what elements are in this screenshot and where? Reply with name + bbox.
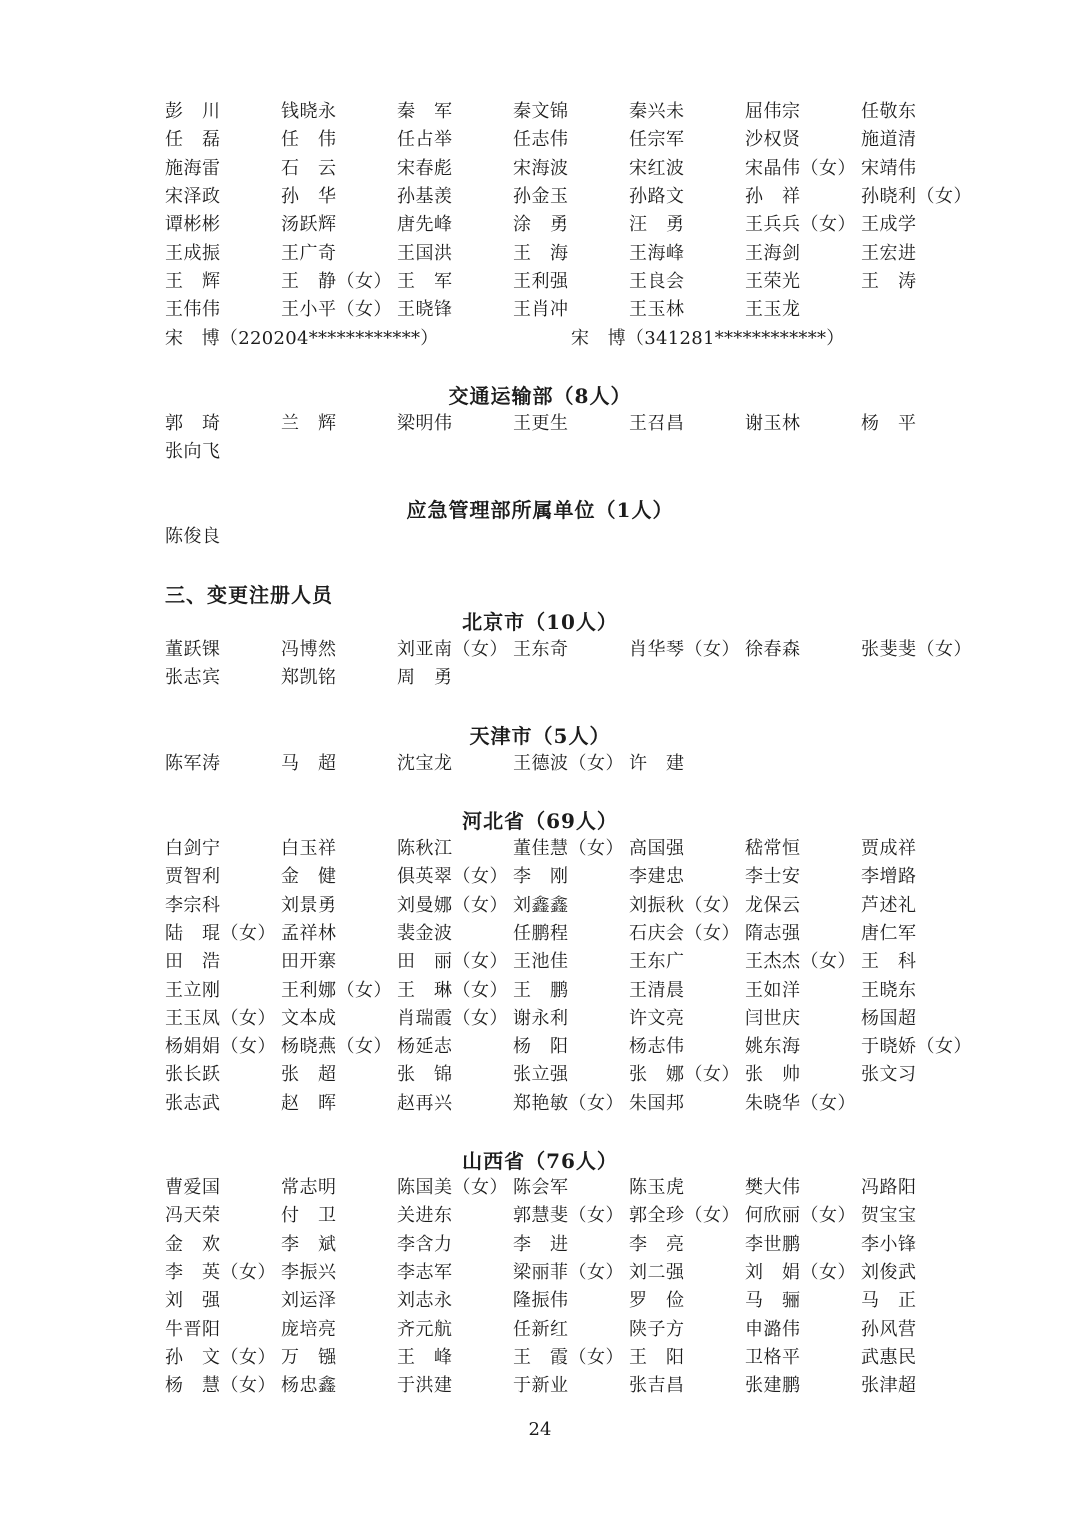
person-name: 张 娜（女） xyxy=(629,1064,740,1086)
person-name: 李振兴 xyxy=(281,1261,337,1283)
person-name: 王肖冲 xyxy=(513,299,569,321)
name-row xyxy=(165,1372,985,1400)
person-name: 齐元航 xyxy=(397,1318,453,1340)
person-name: 郭慧斐（女） xyxy=(513,1205,624,1227)
person-name: 陈军涛 xyxy=(165,753,221,774)
person-name: 梁丽菲（女） xyxy=(513,1261,624,1283)
name-row xyxy=(165,126,985,154)
person-name: 孙晓利（女） xyxy=(861,185,972,207)
name-row xyxy=(165,1287,985,1315)
person-name: 王 科 xyxy=(861,951,917,973)
person-name: 王玉凤（女） xyxy=(165,1007,276,1029)
person-name: 马 超 xyxy=(281,753,337,774)
person-name: 张志武 xyxy=(165,1092,221,1114)
person-name: 郭全珍（女） xyxy=(629,1205,740,1227)
person-name: 田 丽（女） xyxy=(397,951,508,973)
section-title-transport: 交通运输部（8人） xyxy=(448,384,632,408)
person-name: 陈俊良 xyxy=(165,526,221,547)
name-row xyxy=(165,920,985,948)
person-name: 王玉龙 xyxy=(745,299,801,321)
person-name: 刘 强 xyxy=(165,1290,221,1312)
person-name: 杨忠鑫 xyxy=(281,1375,337,1397)
person-name: 陆 琨（女） xyxy=(165,922,276,944)
name-row xyxy=(165,892,985,920)
person-name: 关进东 xyxy=(397,1205,453,1227)
name-row xyxy=(165,211,985,239)
person-name: 孙 文（女） xyxy=(165,1346,276,1368)
person-name: 王荣光 xyxy=(745,270,801,292)
person-name: 刘运泽 xyxy=(281,1290,337,1312)
person-name: 王清晨 xyxy=(629,979,685,1001)
person-name: 郑凯铭 xyxy=(281,667,337,689)
person-name: 李 英（女） xyxy=(165,1261,276,1283)
person-name: 王国洪 xyxy=(397,242,453,264)
person-name: 唐仁军 xyxy=(861,922,917,944)
duplicate-name-id-row xyxy=(165,325,985,353)
person-name: 董跃锞 xyxy=(165,639,221,660)
person-name: 王杰杰（女） xyxy=(745,951,856,973)
person-name: 张吉昌 xyxy=(629,1375,685,1397)
person-name: 王兵兵（女） xyxy=(745,214,856,236)
person-name: 闫世庆 xyxy=(745,1007,801,1029)
person-name: 宋海波 xyxy=(513,157,569,179)
person-name: 卫格平 xyxy=(745,1346,801,1368)
person-name: 陕子方 xyxy=(629,1318,685,1340)
person-name: 孙路文 xyxy=(629,185,685,207)
person-name: 杨晓燕（女） xyxy=(281,1036,392,1058)
person-name: 孙风营 xyxy=(861,1318,917,1340)
person-name: 李 进 xyxy=(513,1233,569,1255)
person-name: 于洪建 xyxy=(397,1375,453,1397)
person-name: 王 阳 xyxy=(629,1346,685,1368)
person-name: 任新红 xyxy=(513,1318,569,1340)
person-name: 常志明 xyxy=(281,1177,337,1198)
person-name: 李 斌 xyxy=(281,1233,337,1255)
person-name: 秦兴未 xyxy=(629,101,685,122)
name-row xyxy=(165,1344,985,1372)
person-name: 任 伟 xyxy=(281,129,337,151)
person-name: 彭 川 xyxy=(165,101,221,122)
person-name: 任敬东 xyxy=(861,101,917,122)
person-name: 赵再兴 xyxy=(397,1092,453,1114)
person-name: 杨 慧（女） xyxy=(165,1375,276,1397)
name-row xyxy=(165,240,985,268)
person-name: 王 琳（女） xyxy=(397,979,508,1001)
person-name: 张建鹏 xyxy=(745,1375,801,1397)
person-name: 石庆会（女） xyxy=(629,922,740,944)
person-name: 王海剑 xyxy=(745,242,801,264)
person-name: 贾成祥 xyxy=(861,838,917,859)
section-title-emergency: 应急管理部所属单位（1人） xyxy=(406,498,674,522)
person-name: 王晓东 xyxy=(861,979,917,1001)
person-name: 陈秋江 xyxy=(397,838,453,859)
person-name: 孙金玉 xyxy=(513,185,569,207)
person-name: 朱晓华（女） xyxy=(745,1092,856,1114)
person-name: 李世鹏 xyxy=(745,1233,801,1255)
name-row xyxy=(165,1033,985,1061)
person-name: 许 建 xyxy=(629,753,685,774)
person-name: 杨延志 xyxy=(397,1036,453,1058)
name-row xyxy=(165,1090,985,1118)
person-name: 杨 平 xyxy=(861,413,917,434)
person-name: 曹爱国 xyxy=(165,1177,221,1198)
person-name: 于新业 xyxy=(513,1375,569,1397)
person-name-with-id: 宋 博（341281************） xyxy=(571,328,845,349)
person-name-with-id: 宋 博（220204************） xyxy=(165,328,439,349)
person-name: 贾智利 xyxy=(165,866,221,888)
name-row xyxy=(165,296,985,324)
person-name: 张文习 xyxy=(861,1064,917,1086)
name-row xyxy=(165,1259,985,1287)
person-name: 刘振秋（女） xyxy=(629,894,740,916)
person-name: 涂 勇 xyxy=(513,214,569,236)
person-name: 张向飞 xyxy=(165,441,221,463)
page-number: 24 xyxy=(528,1419,552,1440)
person-name: 李 亮 xyxy=(629,1233,685,1255)
person-name: 王利强 xyxy=(513,270,569,292)
person-name: 冯博然 xyxy=(281,639,337,660)
name-row xyxy=(165,1316,985,1344)
person-name: 孙基羡 xyxy=(397,185,453,207)
person-name: 刘曼娜（女） xyxy=(397,894,508,916)
person-name: 田 浩 xyxy=(165,951,221,973)
person-name: 谢玉林 xyxy=(745,413,801,434)
person-name: 高国强 xyxy=(629,838,685,859)
person-name: 芦述礼 xyxy=(861,894,917,916)
person-name: 李志军 xyxy=(397,1261,453,1283)
person-name: 朱国邦 xyxy=(629,1092,685,1114)
person-name: 杨国超 xyxy=(861,1007,917,1029)
person-name: 王晓锋 xyxy=(397,299,453,321)
person-name: 李 刚 xyxy=(513,866,569,888)
person-name: 王召昌 xyxy=(629,413,685,434)
name-row xyxy=(165,835,985,863)
person-name: 谢永利 xyxy=(513,1007,569,1029)
person-name: 王成学 xyxy=(861,214,917,236)
person-name: 樊大伟 xyxy=(745,1177,801,1198)
person-name: 周 勇 xyxy=(397,667,453,689)
person-name: 李小锋 xyxy=(861,1233,917,1255)
name-row xyxy=(165,750,985,778)
person-name: 郑艳敏（女） xyxy=(513,1092,624,1114)
person-name: 庞培亮 xyxy=(281,1318,337,1340)
person-name: 张津超 xyxy=(861,1375,917,1397)
person-name: 汤跃辉 xyxy=(281,214,337,236)
person-name: 秦 军 xyxy=(397,101,453,122)
person-name: 肖瑞霞（女） xyxy=(397,1007,508,1029)
person-name: 牛晋阳 xyxy=(165,1318,221,1340)
person-name: 俱英翠（女） xyxy=(397,866,508,888)
person-name: 王 鹏 xyxy=(513,979,569,1001)
name-row xyxy=(165,948,985,976)
person-name: 谭彬彬 xyxy=(165,214,221,236)
person-name: 任 磊 xyxy=(165,129,221,151)
person-name: 王德波（女） xyxy=(513,753,624,774)
person-name: 李含力 xyxy=(397,1233,453,1255)
person-name: 冯天荣 xyxy=(165,1205,221,1227)
person-name: 马 骊 xyxy=(745,1290,801,1312)
person-name: 梁明伟 xyxy=(397,413,453,434)
person-name: 王池佳 xyxy=(513,951,569,973)
person-name: 白剑宁 xyxy=(165,838,221,859)
person-name: 宋春彪 xyxy=(397,157,453,179)
name-row xyxy=(165,410,985,438)
section-title-tianjin: 天津市（5人） xyxy=(469,724,611,748)
person-name: 刘二强 xyxy=(629,1261,685,1283)
person-name: 任宗军 xyxy=(629,129,685,151)
person-name: 姚东海 xyxy=(745,1036,801,1058)
person-name: 宋泽政 xyxy=(165,185,221,207)
person-name: 文本成 xyxy=(281,1007,337,1029)
person-name: 王玉林 xyxy=(629,299,685,321)
person-name: 刘志永 xyxy=(397,1290,453,1312)
person-name: 张 超 xyxy=(281,1064,337,1086)
person-name: 石 云 xyxy=(281,157,337,179)
person-name: 申潞伟 xyxy=(745,1318,801,1340)
person-name: 王 军 xyxy=(397,270,453,292)
person-name: 贺宝宝 xyxy=(861,1205,917,1227)
name-row xyxy=(165,98,985,126)
person-name: 隆振伟 xyxy=(513,1290,569,1312)
person-name: 裴金波 xyxy=(397,922,453,944)
name-row xyxy=(165,977,985,1005)
person-name: 董佳慧（女） xyxy=(513,838,624,859)
person-name: 刘 娟（女） xyxy=(745,1261,856,1283)
person-name: 王小平（女） xyxy=(281,299,392,321)
person-name: 金 健 xyxy=(281,866,337,888)
person-name: 王立刚 xyxy=(165,979,221,1001)
person-name: 王利娜（女） xyxy=(281,979,392,1001)
person-name: 杨志伟 xyxy=(629,1036,685,1058)
person-name: 王宏进 xyxy=(861,242,917,264)
person-name: 李宗科 xyxy=(165,894,221,916)
name-row xyxy=(165,863,985,891)
person-name: 宋红波 xyxy=(629,157,685,179)
person-name: 刘俊武 xyxy=(861,1261,917,1283)
person-name: 万 镪 xyxy=(281,1346,337,1368)
person-name: 陈会军 xyxy=(513,1177,569,1198)
person-name: 郭 琦 xyxy=(165,413,221,434)
person-name: 秦文锦 xyxy=(513,101,569,122)
person-name: 白玉祥 xyxy=(281,838,337,859)
person-name: 张 帅 xyxy=(745,1064,801,1086)
person-name: 王伟伟 xyxy=(165,299,221,321)
name-row xyxy=(165,1005,985,1033)
person-name: 金 欢 xyxy=(165,1233,221,1255)
person-name: 肖华琴（女） xyxy=(629,639,740,660)
person-name: 沙权贤 xyxy=(745,129,801,151)
person-name: 屈伟宗 xyxy=(745,101,801,122)
person-name: 王如洋 xyxy=(745,979,801,1001)
person-name: 沈宝龙 xyxy=(397,753,453,774)
person-name: 何欣丽（女） xyxy=(745,1205,856,1227)
person-name: 陈国美（女） xyxy=(397,1177,508,1198)
person-name: 兰 辉 xyxy=(281,413,337,434)
person-name: 张 锦 xyxy=(397,1064,453,1086)
person-name: 任志伟 xyxy=(513,129,569,151)
person-name: 孟祥林 xyxy=(281,922,337,944)
person-name: 张长跃 xyxy=(165,1064,221,1086)
person-name: 杨 阳 xyxy=(513,1036,569,1058)
person-name: 杨娟娟（女） xyxy=(165,1036,276,1058)
person-name: 嵇常恒 xyxy=(745,838,801,859)
person-name: 王 峰 xyxy=(397,1346,453,1368)
person-name: 许文亮 xyxy=(629,1007,685,1029)
section-title-shanxi: 山西省（76人） xyxy=(462,1149,618,1173)
section-title-beijing: 北京市（10人） xyxy=(462,610,618,634)
person-name: 任鹏程 xyxy=(513,922,569,944)
person-name: 武惠民 xyxy=(861,1346,917,1368)
person-name: 王东奇 xyxy=(513,639,569,660)
person-name: 施海雷 xyxy=(165,157,221,179)
person-name: 刘亚南（女） xyxy=(397,639,508,660)
name-row xyxy=(165,636,985,664)
name-row xyxy=(165,664,985,692)
person-name: 王良会 xyxy=(629,270,685,292)
person-name: 李士安 xyxy=(745,866,801,888)
name-row xyxy=(165,1231,985,1259)
person-name: 龙保云 xyxy=(745,894,801,916)
person-name: 唐先峰 xyxy=(397,214,453,236)
person-name: 王广奇 xyxy=(281,242,337,264)
person-name: 李建忠 xyxy=(629,866,685,888)
person-name: 任占举 xyxy=(397,129,453,151)
person-name: 张斐斐（女） xyxy=(861,639,972,660)
person-name: 王 静（女） xyxy=(281,270,392,292)
person-name: 王成振 xyxy=(165,242,221,264)
name-row xyxy=(165,1061,985,1089)
person-name: 王 涛 xyxy=(861,270,917,292)
person-name: 陈玉虎 xyxy=(629,1177,685,1198)
person-name: 付 卫 xyxy=(281,1205,337,1227)
name-row xyxy=(165,155,985,183)
person-name: 王 海 xyxy=(513,242,569,264)
section-title-hebei: 河北省（69人） xyxy=(462,809,618,833)
name-row xyxy=(165,1174,985,1202)
person-name: 宋晶伟（女） xyxy=(745,157,856,179)
person-name: 钱晓永 xyxy=(281,101,337,122)
person-name: 王 辉 xyxy=(165,270,221,292)
person-name: 孙 华 xyxy=(281,185,337,207)
person-name: 刘鑫鑫 xyxy=(513,894,569,916)
person-name: 冯路阳 xyxy=(861,1177,917,1198)
person-name: 王东广 xyxy=(629,951,685,973)
person-name: 王海峰 xyxy=(629,242,685,264)
person-name: 宋靖伟 xyxy=(861,157,917,179)
person-name: 马 正 xyxy=(861,1290,917,1312)
part-heading-change-registration: 三、变更注册人员 xyxy=(165,583,333,607)
person-name: 田开寨 xyxy=(281,951,337,973)
person-name: 罗 俭 xyxy=(629,1290,685,1312)
person-name: 王 霞（女） xyxy=(513,1346,624,1368)
name-row xyxy=(165,438,985,466)
person-name: 于晓娇（女） xyxy=(861,1036,972,1058)
name-row xyxy=(165,183,985,211)
person-name: 李增路 xyxy=(861,866,917,888)
person-name: 刘景勇 xyxy=(281,894,337,916)
person-name: 隋志强 xyxy=(745,922,801,944)
name-row xyxy=(165,268,985,296)
person-name: 张志宾 xyxy=(165,667,221,689)
person-name: 王更生 xyxy=(513,413,569,434)
person-name: 施道清 xyxy=(861,129,917,151)
person-name: 赵 晖 xyxy=(281,1092,337,1114)
person-name: 孙 祥 xyxy=(745,185,801,207)
name-row xyxy=(165,523,985,551)
person-name: 徐春森 xyxy=(745,639,801,660)
name-row xyxy=(165,1202,985,1230)
person-name: 张立强 xyxy=(513,1064,569,1086)
person-name: 汪 勇 xyxy=(629,214,685,236)
